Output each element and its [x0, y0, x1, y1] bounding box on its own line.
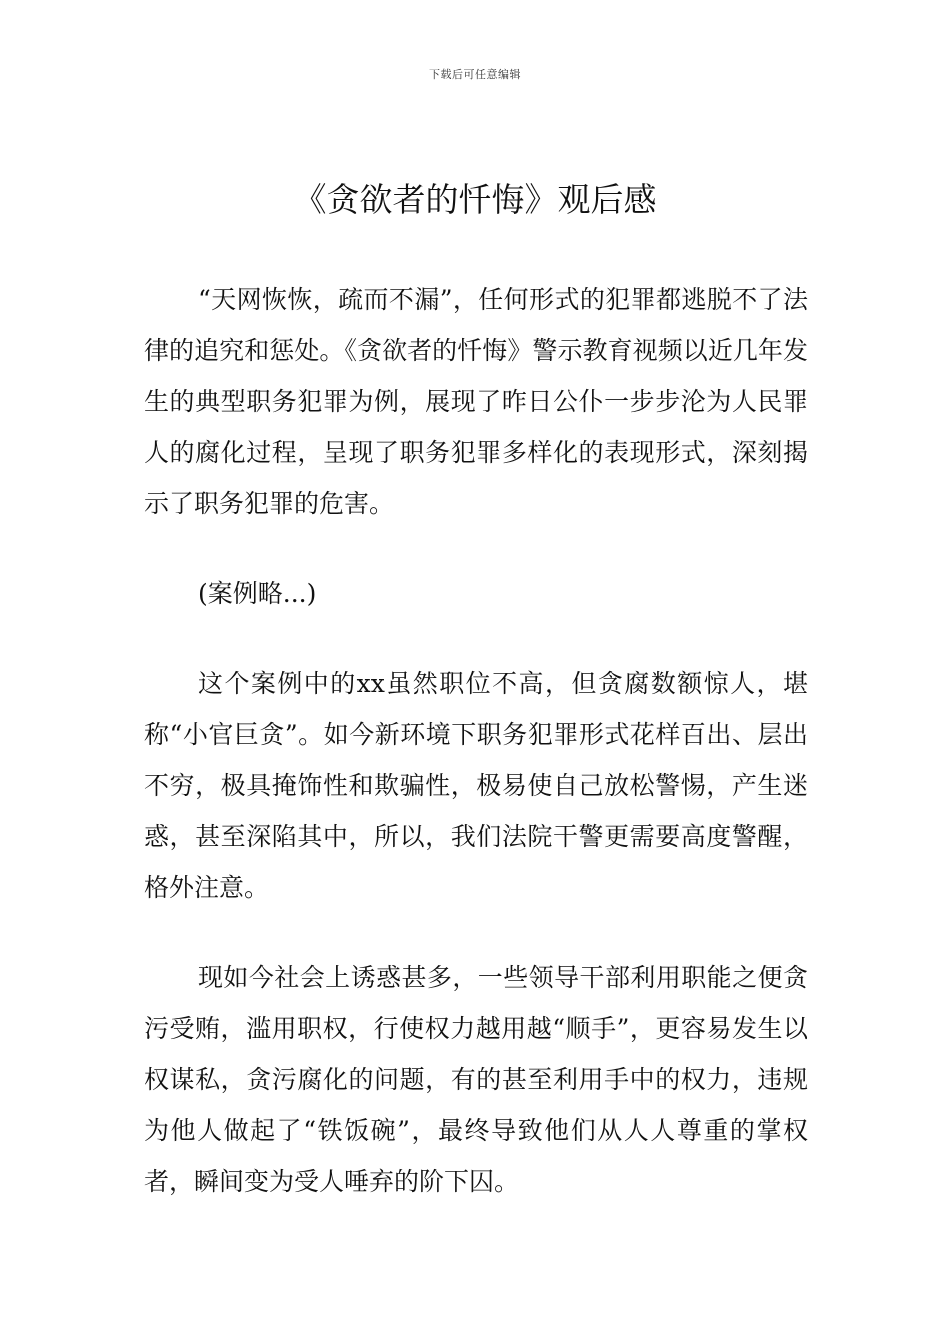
- paragraph-temptation: 现如今社会上诱惑甚多，一些领导干部利用职能之便贪污受贿，滥用职权，行使权力越用越“顺手”，更容易发生以权谋私，贪污腐化的问题，有的甚至利用手中的权力，违规为他人做起了“铁饭碗”，最终导致他们从人人尊重的掌权者，瞬间变为受人唾弃的阶下囚。: [144, 963, 808, 1196]
- paragraph-case-omitted: (案例略...): [198, 579, 317, 608]
- document-body: [144, 274, 808, 1207]
- page-title: 《贪欲者的忏悔》观后感: [293, 180, 657, 219]
- paragraph-intro: “天网恢恢，疏而不漏”，任何形式的犯罪都逃脱不了法律的追究和惩处。《贪欲者的忏悔》警示教育视频以近几年发生的典型职务犯罪为例，展现了昨日公仆一步步沦为人民罪人的腐化过程，呈现了职务犯罪多样化的表现形式，深刻揭示了职务犯罪的危害。: [144, 285, 808, 518]
- header-note: 下载后可任意编辑: [429, 68, 521, 81]
- paragraph-case-analysis: 这个案例中的xx虽然职位不高，但贪腐数额惊人，堪称“小官巨贪”。如今新环境下职务犯罪形式花样百出、层出不穷，极具掩饰性和欺骗性，极易使自己放松警惕，产生迷惑，甚至深陷其中，所以，我们法院干警更需要高度警醒，格外注意。: [144, 669, 808, 902]
